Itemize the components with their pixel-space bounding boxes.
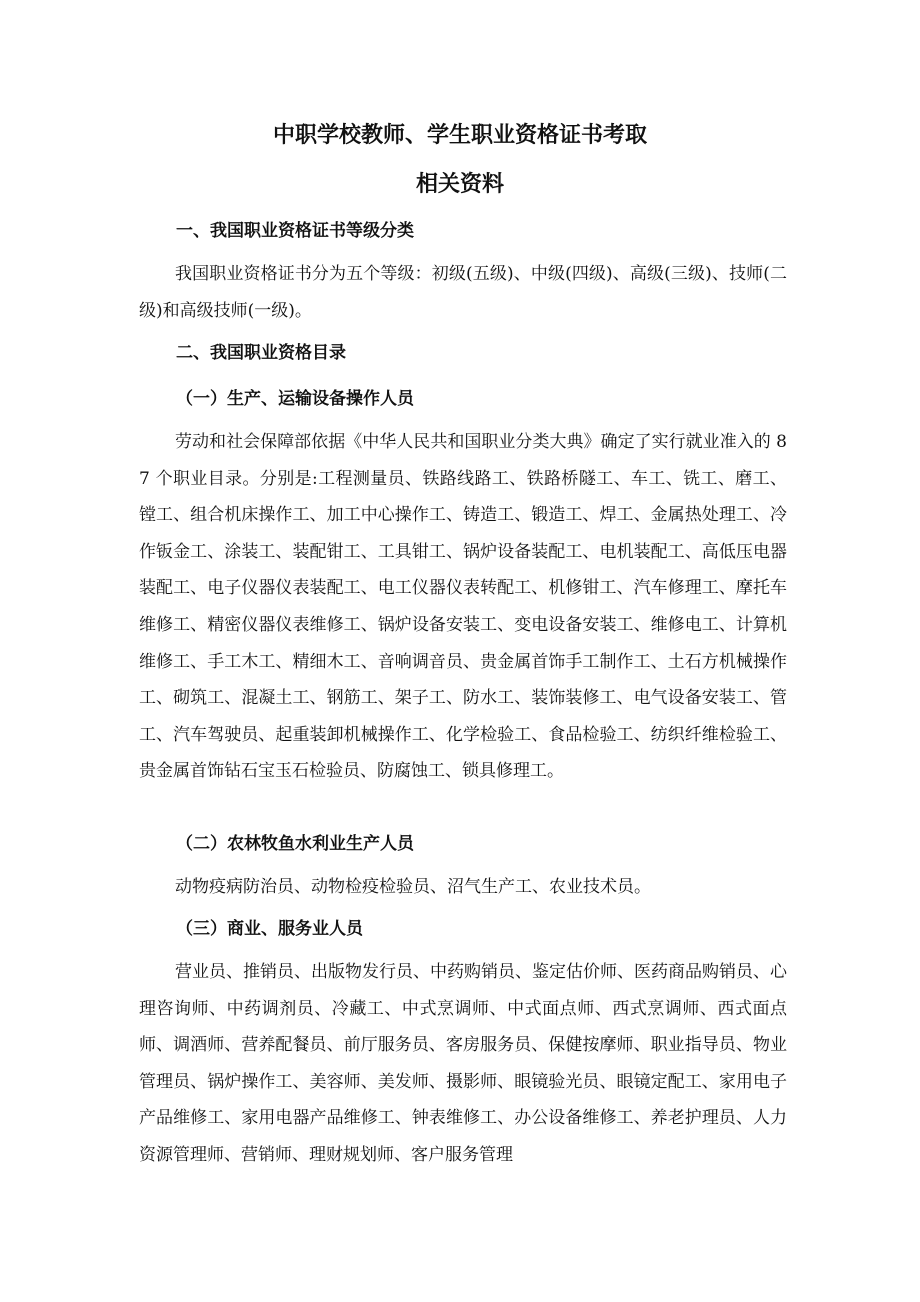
section-paragraph-grades: 我国职业资格证书分为五个等级：初级(五级)、中级(四级)、高级(三级)、技师(二级)和高级技师(一级)。 (139, 264, 787, 321)
section-heading-catalog: 二、我国职业资格目录 (176, 343, 346, 363)
document-title: 中职学校教师、学生职业资格证书考取 (272, 123, 647, 148)
subsection-paragraph-production: 劳动和社会保障部依据《中华人民共和国职业分类大典》确定了实行就业准入的 87 个职业目录。分别是:工程测量员、铁路线路工、铁路桥隧工、车工、铣工、磨工、镗工、组合机床操作工、加工中心操作工、铸造工、锻造工、焊工、金属热处理工、冷作钣金工、涂装工、装配钳工、工具钳工、锅炉设备装配工、电机装配工、高低压电器装配工、电子仪器仪表装配工、电工仪器仪表转配工、机修钳工、汽车修理工、摩托车维修工、精密仪器仪表维修工、锅炉设备安装工、变电设备安装工、维修电工、计算机维修工、手工木工、精细木工、音响调音员、贵金属首饰手工制作工、土石方机械操作工、砌筑工、混凝土工、钢筋工、架子工、防水工、装饰装修工、电气设备安装工、管工、汽车驾驶员、起重装卸机械操作工、化学检验工、食品检验工、纺织纤维检验工、贵金属首饰钻石宝玉石检验员、防腐蚀工、锁具修理工。 (139, 432, 787, 782)
subsection-paragraph-commerce: 营业员、推销员、出版物发行员、中药购销员、鉴定估价师、医药商品购销员、心理咨询师、中药调剂员、冷藏工、中式烹调师、中式面点师、西式烹调师、西式面点师、调酒师、营养配餐员、前厅服务员、客房服务员、保健按摩师、职业指导员、物业管理员、锅炉操作工、美容师、美发师、摄影师、眼镜验光员、眼镜定配工、家用电子产品维修工、家用电器产品维修工、钟表维修工、办公设备维修工、养老护理员、人力资源管理师、营销师、理财规划师、客户服务管理 (139, 962, 787, 1165)
subsection-heading-commerce: （三）商业、服务业人员 (176, 919, 363, 939)
subsection-heading-production: （一）生产、运输设备操作人员 (176, 389, 414, 409)
section-heading-grades: 一、我国职业资格证书等级分类 (176, 221, 414, 241)
subsection-heading-agriculture: （二）农林牧鱼水利业生产人员 (176, 834, 414, 854)
document-subtitle: 相关资料 (415, 172, 504, 197)
subsection-paragraph-agriculture: 动物疫病防治员、动物检疫检验员、沼气生产工、农业技术员。 (175, 877, 651, 897)
